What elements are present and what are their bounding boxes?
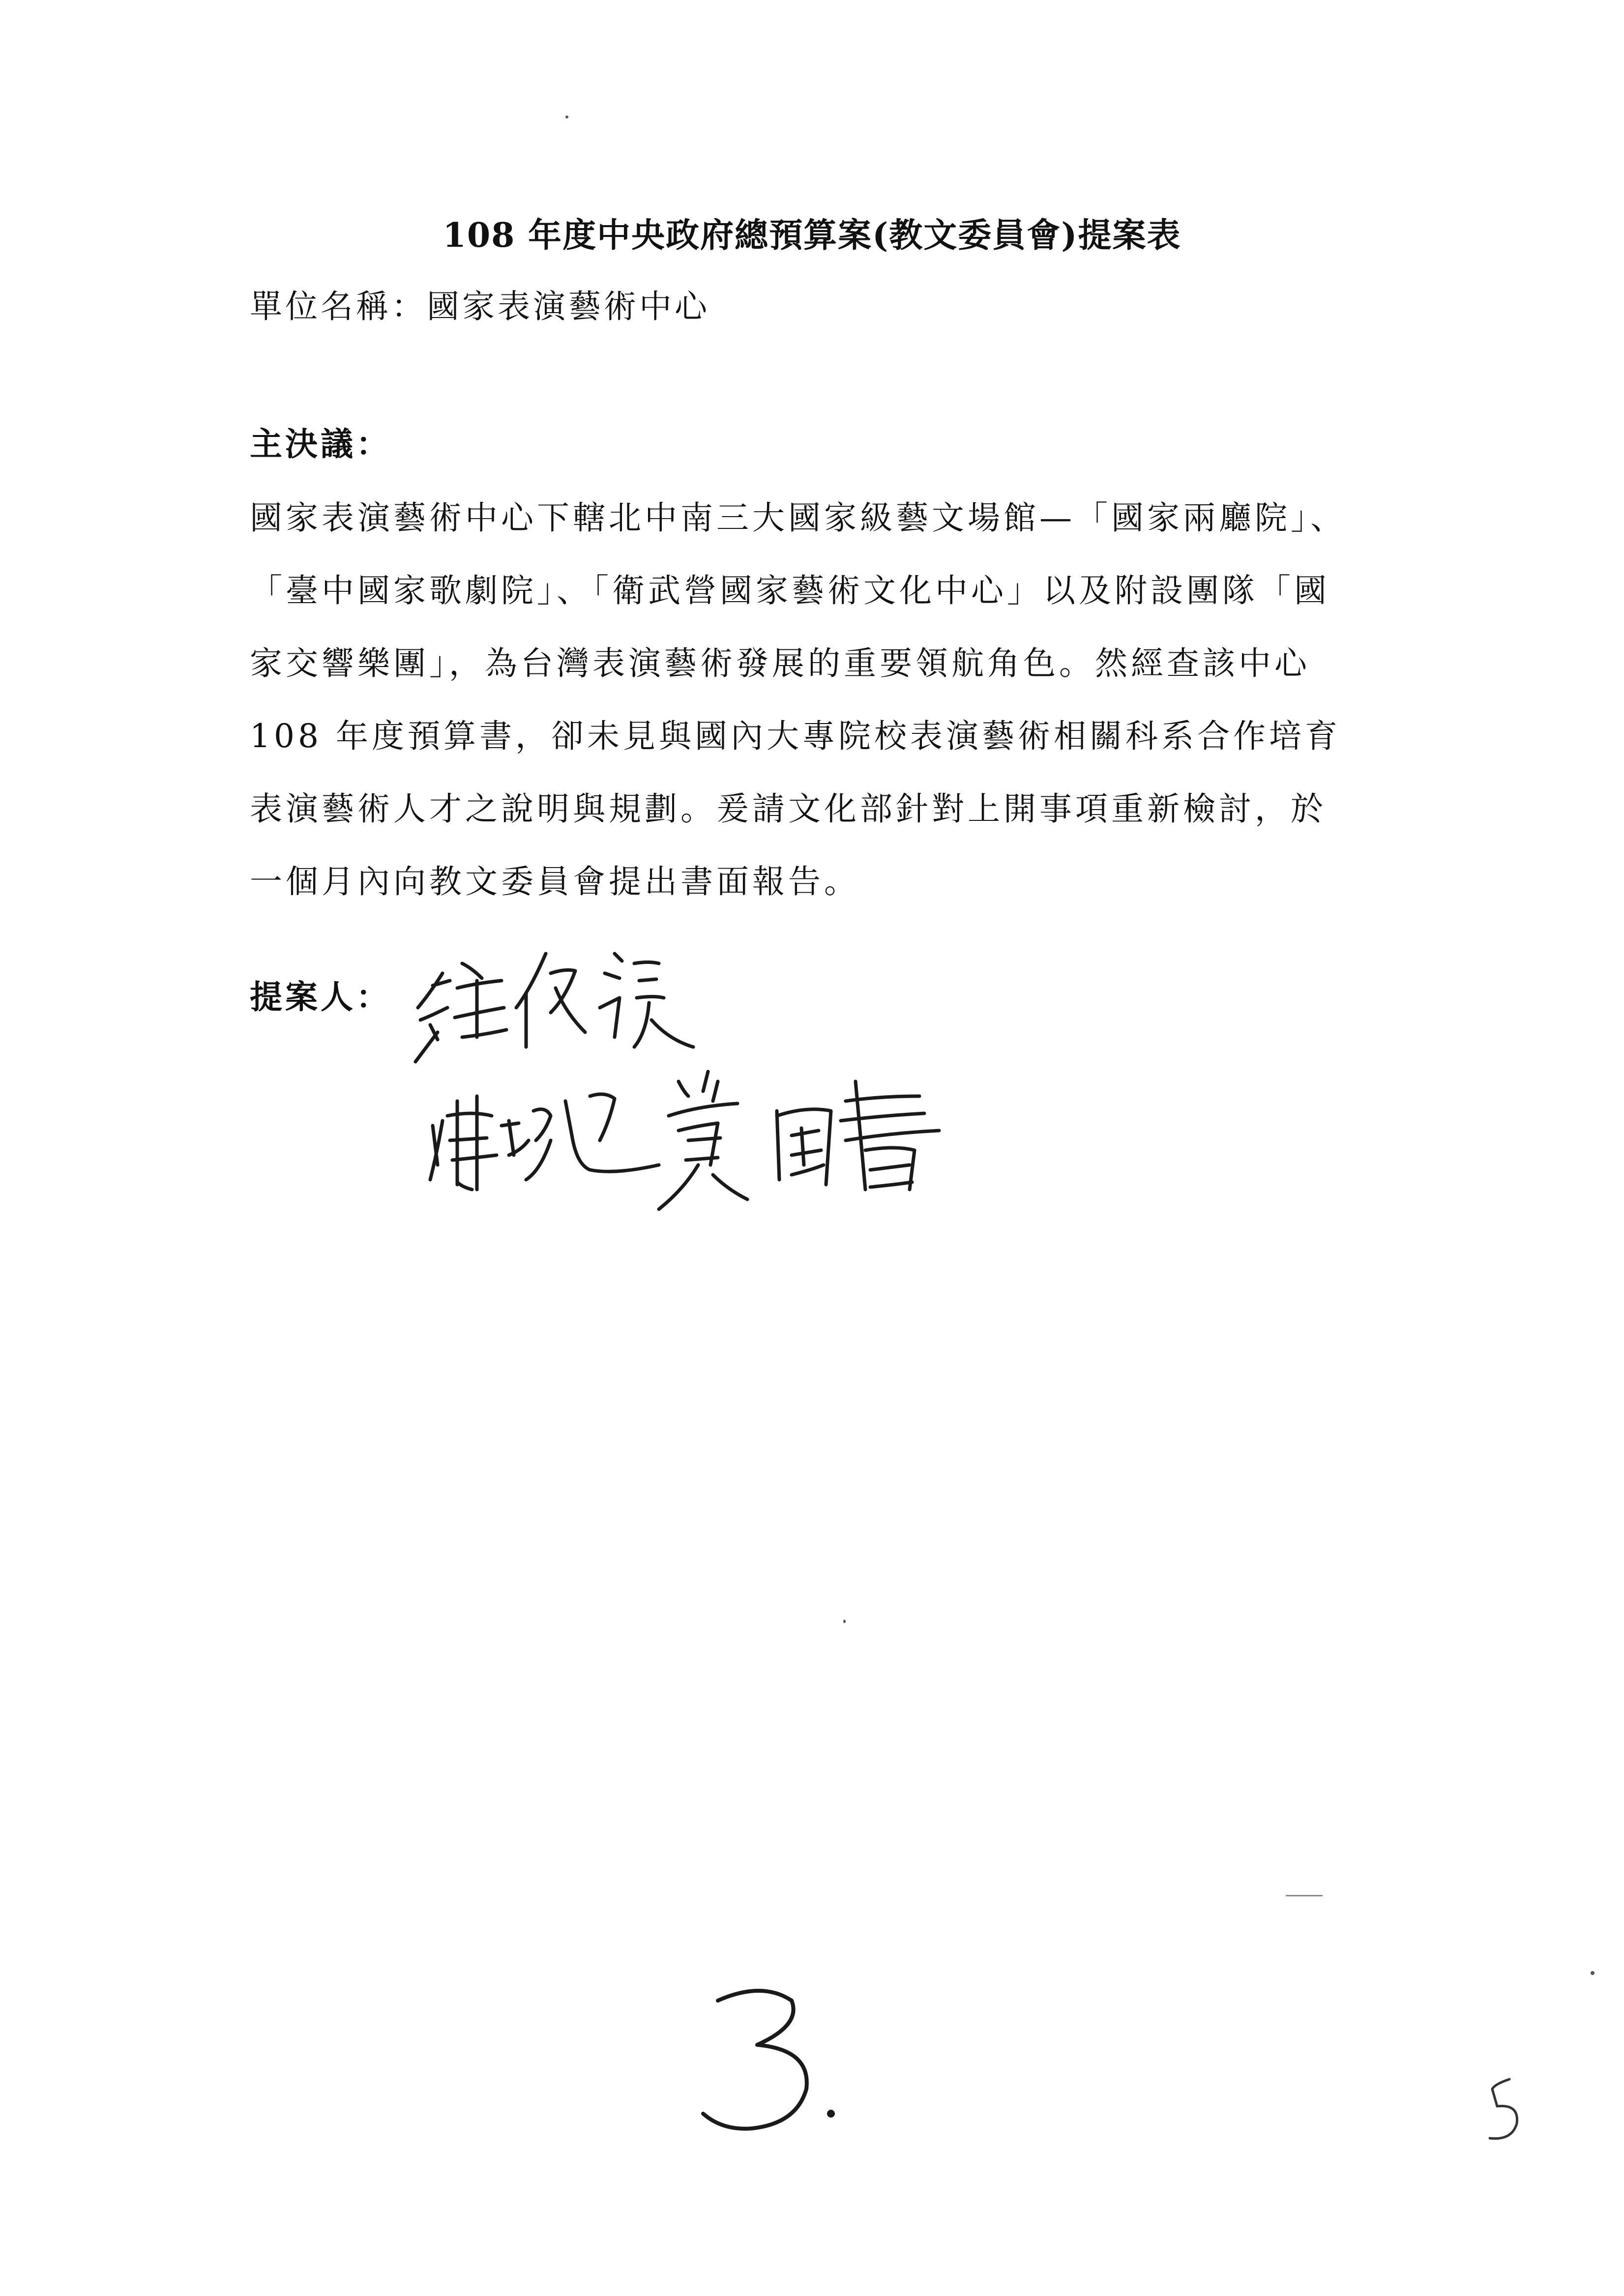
document-title: 108 年度中央政府總預算案(教文委員會)提案表 xyxy=(443,216,1181,255)
handwritten-corner-mark xyxy=(1480,2069,1534,2148)
body-line: 家交響樂團」，為台灣表演藝術發展的重要領航角色。然經查該中心 xyxy=(250,644,1310,682)
scan-speck xyxy=(843,1620,846,1623)
body-line: 表演藝術人才之說明與規劃。爰請文化部針對上開事項重新檢討，於 xyxy=(250,790,1327,828)
proposer-label: 提案人： xyxy=(250,978,391,1016)
body-line: 一個月內向教文委員會提出書面報告。 xyxy=(250,863,860,901)
main-resolution-label: 主決議： xyxy=(250,425,391,463)
body-line: 國家表演藝術中心下轄北中南三大國家級藝文場館—「國家兩廳院」、 xyxy=(250,499,1346,537)
handwritten-page-number xyxy=(683,1966,890,2153)
handwritten-signatures xyxy=(403,934,1092,1229)
unit-name-line: 單位名稱：國家表演藝術中心 xyxy=(250,288,710,325)
scan-speck xyxy=(1591,1971,1594,1975)
scan-speck xyxy=(565,116,568,118)
body-line: 「臺中國家歌劇院」、「衛武營國家藝術文化中心」以及附設團隊「國 xyxy=(250,572,1330,610)
body-line: 108 年度預算書，卻未見與國內大專院校表演藝術相關科系合作培育 xyxy=(250,717,1341,755)
scan-dash xyxy=(1286,1895,1323,1896)
page-number-text: 3. xyxy=(683,1966,684,1967)
